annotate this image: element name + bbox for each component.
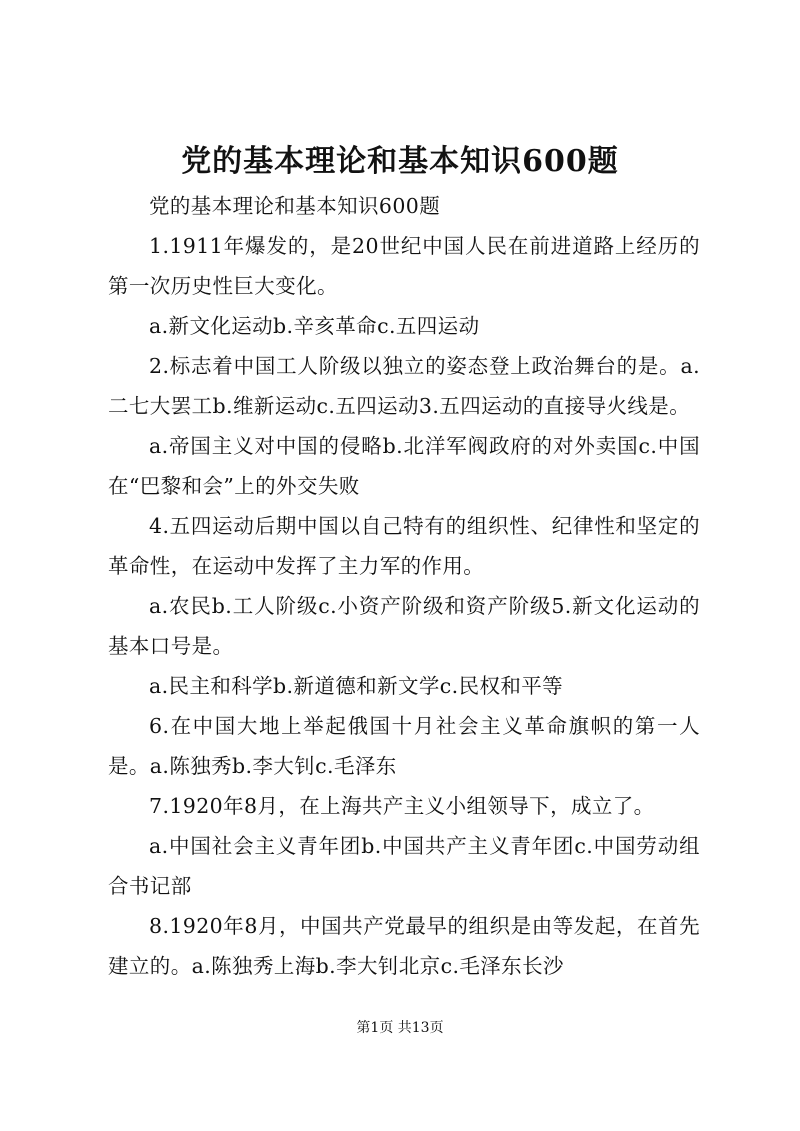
paragraph: a.中国社会主义青年团b.中国共产主义青年团c.中国劳动组合书记部 bbox=[108, 834, 700, 898]
paragraph: 2.标志着中国工人阶级以独立的姿态登上政治舞台的是。a.二七大罢工b.维新运动c.五四运动3.五四运动的直接导火线是。 bbox=[108, 354, 700, 418]
paragraph: 7.1920年8月，在上海共产主义小组领导下，成立了。 bbox=[149, 794, 655, 818]
paragraph: a.新文化运动b.辛亥革命c.五四运动 bbox=[149, 314, 480, 338]
paragraph: 6.在中国大地上举起俄国十月社会主义革命旗帜的第一人是。a.陈独秀b.李大钊c.毛泽东 bbox=[108, 714, 700, 778]
paragraph: 党的基本理论和基本知识600题 bbox=[149, 194, 441, 218]
paragraph: a.帝国主义对中国的侵略b.北洋军阀政府的对外卖国c.中国在“巴黎和会”上的外交失败 bbox=[108, 434, 700, 498]
paragraph: a.民主和科学b.新道德和新文学c.民权和平等 bbox=[149, 674, 564, 698]
paragraph: 8.1920年8月，中国共产党最早的组织是由等发起，在首先建立的。a.陈独秀上海b.李大钊北京c.毛泽东长沙 bbox=[108, 914, 700, 978]
document-title: 党的基本理论和基本知识600题 bbox=[181, 144, 619, 179]
paragraph: 4.五四运动后期中国以自己特有的组织性、纪律性和坚定的革命性，在运动中发挥了主力军的作用。 bbox=[108, 514, 700, 578]
paragraph: 1.1911年爆发的，是20世纪中国人民在前进道路上经历的第一次历史性巨大变化。 bbox=[108, 234, 700, 298]
document-body bbox=[108, 186, 700, 986]
page-footer: 第1页 共13页 bbox=[356, 1020, 444, 1036]
paragraph: a.农民b.工人阶级c.小资产阶级和资产阶级5.新文化运动的基本口号是。 bbox=[108, 594, 700, 658]
